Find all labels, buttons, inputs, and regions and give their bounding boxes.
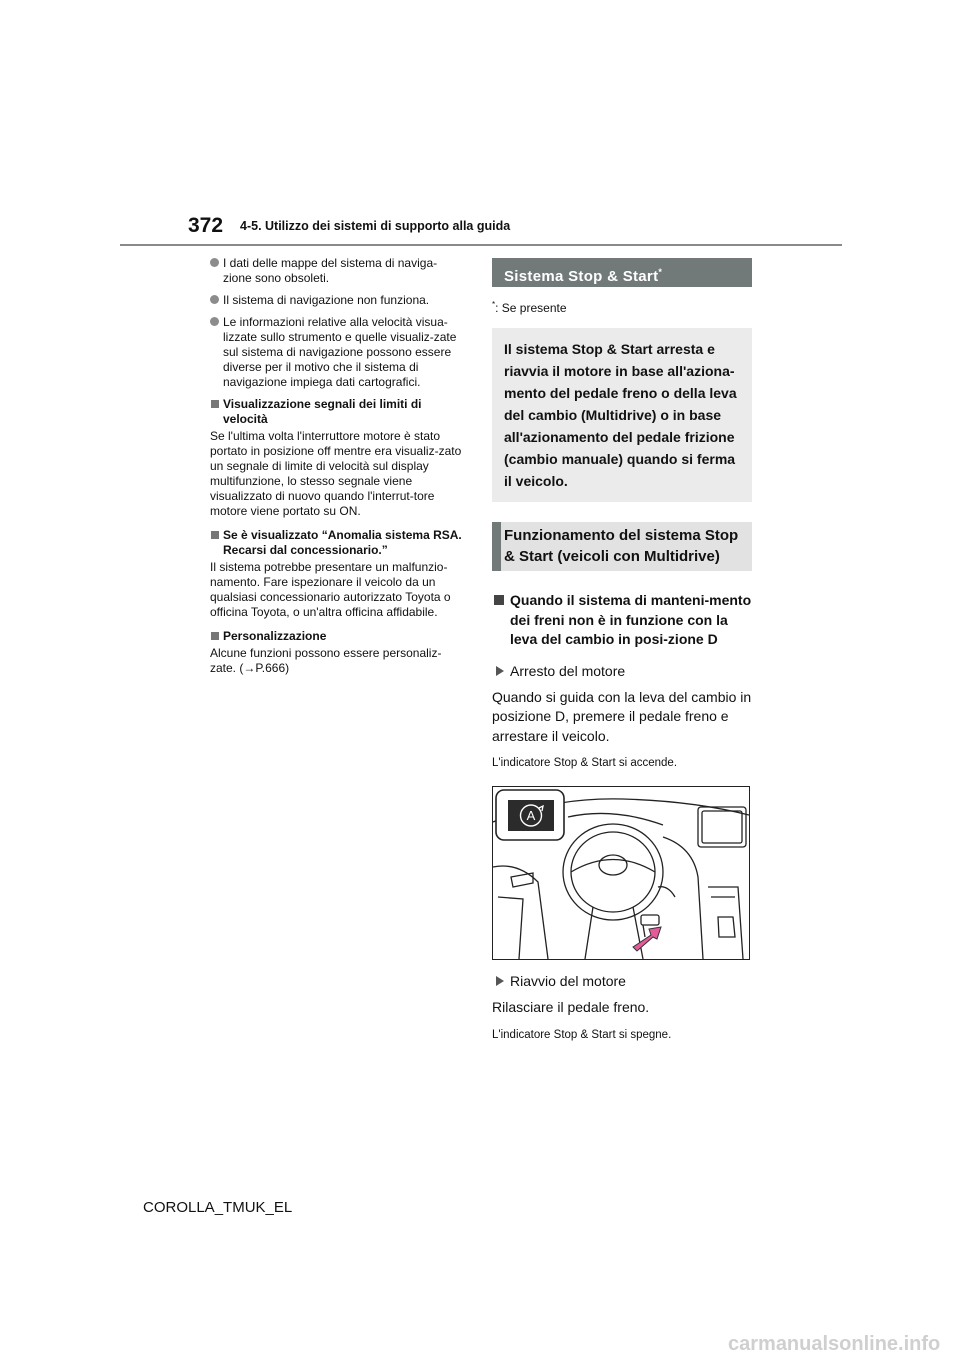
page-number: 372: [188, 214, 224, 237]
paragraph: Se l'ultima volta l'interruttore motore è stato portato in posizione off mentre era visualiz-zato un segnale di limite di velocità sul display multifunzione, lo stesso segnale viene visualizzato di nuovo quando l'interrut-tore motore viene portato su ON.: [210, 429, 462, 518]
square-bullet-icon: [211, 400, 219, 408]
step-engine-stop: Arresto del motore: [492, 663, 752, 679]
bullet-dot-icon: [210, 295, 219, 304]
right-column: [492, 258, 752, 1041]
intro-box: Il sistema Stop & Start arresta e riavvia il motore in base all'aziona-mento del pedale freno o della leva del cambio (Multidrive) o in base all'azionamento del pedale frizione (cambio manuale) quando si ferma il veicolo.: [492, 328, 752, 502]
step-note: L'indicatore Stop & Start si spegne.: [492, 1028, 672, 1041]
bullet-dot-icon: [210, 317, 219, 326]
paragraph: Alcune funzioni possono essere personaliz-zate. (→P.666): [210, 646, 442, 675]
subheading-personalization: Personalizzazione: [210, 629, 465, 644]
subheading-rsa-malfunction: Se è visualizzato “Anomalia sistema RSA. Recarsi dal concessionario.”: [210, 528, 465, 558]
step-description: Quando si guida con la leva del cambio in posizione D, premere il pedale freno e arrestare il veicolo.: [492, 688, 752, 744]
step-engine-restart: Riavvio del motore: [492, 973, 752, 989]
condition-heading: Quando il sistema di manteni-mento dei freni non è in funzione con la leva del cambio in posi-zione D: [492, 591, 752, 650]
bullet-dot-icon: [210, 258, 219, 267]
square-bullet-icon: [211, 531, 219, 539]
bullet-item: Il sistema di navigazione non funziona.: [210, 293, 465, 308]
cockpit-drawing: [493, 787, 749, 959]
header-divider: [120, 244, 842, 246]
left-column: [210, 256, 465, 685]
paragraph: Il sistema potrebbe presentare un malfunzio-namento. Fare ispezionare il veicolo da un qualsiasi concessionario autorizzato Toyota o officina Toyota, o un'altra officina affidabile.: [210, 560, 451, 619]
footnote: *: Se presente: [492, 300, 567, 315]
section-header-title: 4-5. Utilizzo dei sistemi di supporto alla guida: [240, 219, 511, 233]
bullet-item: I dati delle mappe del sistema di naviga-zione sono obsoleti.: [210, 256, 465, 286]
section-title-bar: Sistema Stop & Start*: [492, 258, 752, 287]
step-note: L'indicatore Stop & Start si accende.: [492, 757, 678, 769]
indicator-label: A: [526, 808, 536, 823]
subsection-title: Funzionamento del sistema Stop & Start (veicoli con Multidrive): [492, 522, 752, 571]
square-bullet-icon: [494, 595, 504, 605]
dashboard-illustration: [492, 786, 750, 960]
watermark: carmanualsonline.info: [728, 1333, 941, 1355]
triangle-bullet-icon: [496, 666, 504, 676]
bullet-item: Le informazioni relative alla velocità visua-lizzate sullo strumento e quelle visualiz-zate sul sistema di navigazione possono essere diverse per il motivo che il sistema di navigazione impiega dati cartografici.: [210, 315, 465, 390]
subheading-speed-limit-signs: Visualizzazione segnali dei limiti di velocità: [210, 397, 465, 427]
step-description: Rilasciare il pedale freno.: [492, 999, 650, 1015]
square-bullet-icon: [211, 632, 219, 640]
model-code: COROLLA_TMUK_EL: [143, 1199, 293, 1216]
triangle-bullet-icon: [496, 976, 504, 986]
